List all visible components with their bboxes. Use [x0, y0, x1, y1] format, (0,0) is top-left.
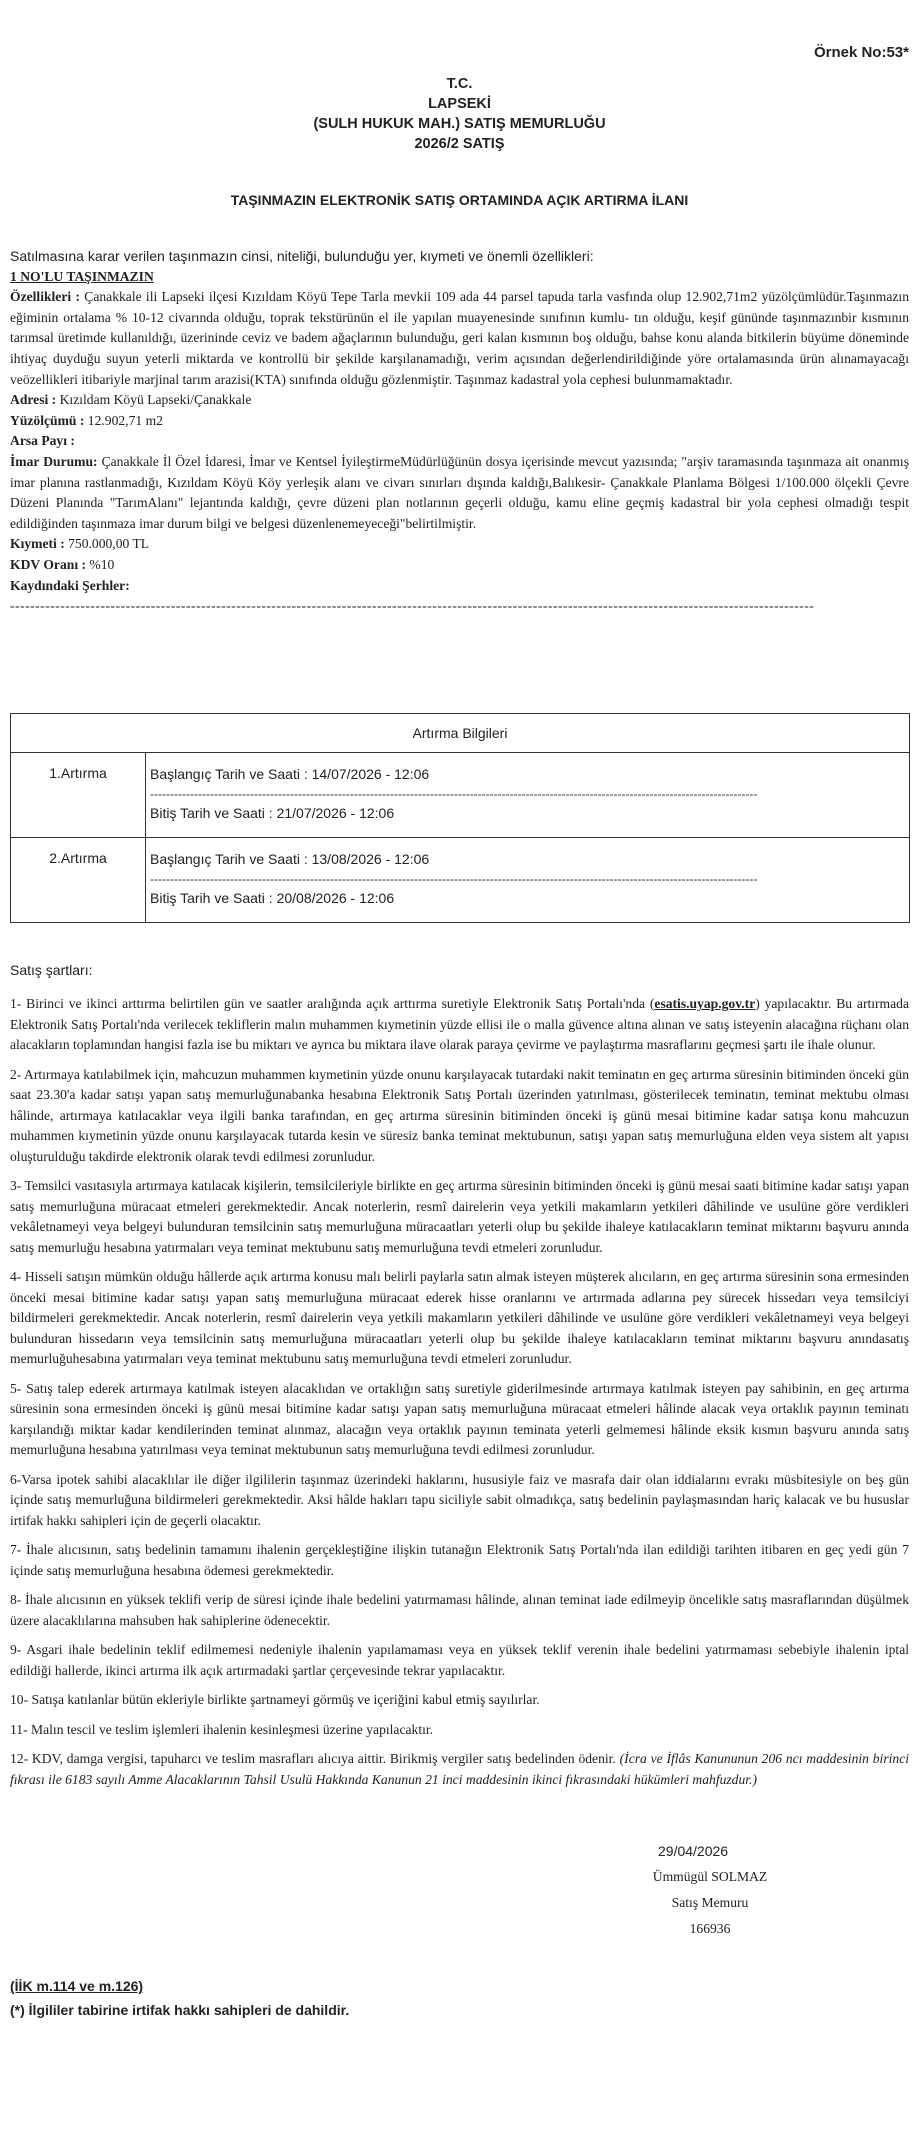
condition-11: 11- Malın tescil ve teslim işlemleri ihalenin kesinleşmesi üzerine yapılacaktır. — [10, 1721, 434, 1737]
property-address — [10, 390, 909, 411]
features-text: Çanakkale ili Lapseki ilçesi Kızıldam Köyü Tepe Tarla mevkii 109 ada 44 parsel tapuda tarla vasfında olup 12.902,71m2 yüzölçümlüdür.Taşınmazın eğiminin ortalama % 10-12 civarında olduğu, toprak tekstürünün el ile yapılan muayenesinde sınıfının kumlu- tın olduğu, keşif gününde taşınmazınbir kısmının tarımsal üretimde kullanıldığı, üzerininde ceviz ve badem ağaçlarının bulunduğu, geri kalan kısmının boş olduğu, bahse konu alanda bitkilerin büyüme döneminde ihtiyaç duyduğu suyun yeterli miktarda ve kontrollü bir şekilde karşılanamadığı, verim açısından değerlendirildiğinde yöre ortalamasında ürün alınamayacağı veözellikleri itibariyle marjinal tarım arazisi(KTA) sınıfında olduğu gözlenmiştir. Taşınmaz kadastral yola cephesi bulunmamaktadır. — [10, 289, 910, 387]
condition-10: 10- Satışa katılanlar bütün ekleriyle birlikte şartnameyi görmüş ve içeriğini kabul etmiş sayılırlar. — [10, 1692, 540, 1707]
share-label: Arsa Payı : — [10, 433, 75, 449]
condition-1 — [10, 994, 909, 1056]
auction-start: Başlangıç Tarih ve Saati : 14/07/2026 - 12:06 — [150, 766, 430, 782]
auction-table — [10, 713, 910, 923]
auction-table-title: Artırma Bilgileri — [11, 714, 910, 753]
signatory-name: Ümmügül SOLMAZ — [652, 1869, 768, 1884]
condition-12 — [10, 1749, 909, 1790]
value-amount: 750.000,00 TL — [64, 536, 150, 552]
condition-4: 4- Hisseli satışın mümkün olduğu hâllerde açık artırma konusu malı belirli paylarla satın almak isteyen müşterek alıcıların, en geç artırma süresinin sona ermesinden önceki mesai bitimine kadar satışı yapan satış memurluğuna müracaat ederek hisse oranlarını ve artırmada adlarına pey sürecek hissedarı veya temsilciyi bildirmeleri gerekmektedir. Ancak noterlerin, resmî dairelerin veya yetkili makamların yetkileri dâhilinde ve usulüne göre verdikleri vekâletnameyi veya belgeyi bulunduran hissedarın veya temsilcinin satış memurluğuna müracaatları yeterli olup bu şekilde ihaleye katılacakların teminat miktarını başvuru anındasatış memurluğuhesabına yatırmaları veya teminat mektubunu satış memurluğuna tevdi etmeleri zorunludur. — [10, 1269, 909, 1366]
header-file-no: 2026/2 SATIŞ — [414, 136, 505, 152]
auction-separator: -------------------------------------------------------------------------------------------------------------------------------------------------------- — [150, 872, 758, 886]
condition-3: 3- Temsilci vasıtasıyla artırmaya katılacak kişilerin, temsilcileriyle birlikte en geç artırma süresinin bitiminden önceki iş günü mesai saati bitimine kadar satışı yapan satış memurluğuna müracaat etmeleri gerekmektedir. Ancak noterlerin, resmî dairelerin veya yetkili makamların yetkileri dâhilinde ve usulüne göre verdikleri vekâletnameyi veya belgeyi bulunduran temsilcinin satış memurluğuna müracaatları yeterli olup bu şekilde ihaleye katılacakların teminat miktarını başvuru anında satış memurluğu hesabına yatırmaları veya teminat mektubunu satış memurluğuna tevdi etmeleri zorunludur. — [10, 1178, 909, 1255]
property-features — [10, 287, 909, 390]
ornek-no: Örnek No:53* — [813, 44, 909, 61]
auction-dates — [146, 753, 910, 838]
signatory-title: Satış Memuru — [671, 1895, 749, 1910]
document-header — [10, 74, 909, 154]
property-share — [10, 431, 909, 452]
value-label: Kıymeti : — [10, 536, 65, 552]
area-value: 12.902,71 m2 — [84, 412, 163, 428]
condition-9: 9- Asgari ihale bedelinin teklif edilmemesi nedeniyle ihalenin yapılamaması veya en yüksek teklif verenin ihale bedelini yatırmaması sebebiyle ihalenin iptal edildiği hallerde, ikinci artırma ilk açık artırmadaki şartlar çerçevesinde tekrar yapılacaktır. — [10, 1642, 909, 1678]
condition-12-legal-note: (İcra ve İflâs Kanununun 206 ncı maddesinin birinci fıkrası ile 6183 sayılı Amme Alacaklarının Tahsil Usulü Hakkında Kanunun 21 inci maddesinin ikinci fıkrasındaki hükümleri mahfuzdur.) — [10, 1751, 909, 1787]
property-zoning — [10, 452, 909, 534]
condition-6: 6-Varsa ipotek sahibi alacaklılar ile diğer ilgililerin taşınmaz üzerindeki haklarını, hususiyle faiz ve masrafa dair olan iddialarını evrakı müsbitesiyle on beş gün içinde satış memurluğuna bildirmeleri gerekmektedir. Aksi hâlde hakları tapu siciliyle sabit olmadıkça, satış bedelinin paylaşmasından hariç kalacak ve bu hususlar irtifak hakkı sahipleri için de geçerli olacaktır. — [10, 1471, 909, 1528]
footer — [10, 1974, 349, 2022]
signature-date: 29/04/2026 — [658, 1843, 729, 1859]
annotations-label: Kaydındaki Şerhler: — [10, 577, 130, 593]
property-area — [10, 411, 909, 432]
announcement-title: TAŞINMAZIN ELEKTRONİK SATIŞ ORTAMINDA AÇIK ARTIRMA İLANI — [230, 192, 689, 208]
zoning-text: Çanakkale İl Özel İdaresi, İmar ve Kentsel İyileştirmeMüdürlüğünün dosya içerisinde mevcut yazısında; "arşiv taramasında taşınmaza ait onanmış imar planına rastlanmadığı, Kızıldam Köyü Köy yerleşik alanı ve civarı sınırları dışında kaldığı,Balıkesir- Çanakkale Planlama Bölgesi 1/100.000 ölçekli Çevre Düzeni Planında "TarımAlanı" lejantında kaldığı, çevre düzeni plan notlarının geçerli olduğu, kamu eline geçmiş kadastral bir yola cephesi olmadığı tespit edildiğinden taşınmaza imar durum bilgi ve belgesi düzenlenemeyeceği"belirtilmiştir. — [10, 453, 909, 531]
condition-12-text: 12- KDV, damga vergisi, tapuharcı ve teslim masrafları alıcıya aittir. Birikmiş vergiler satış bedelinden ödenir. — [10, 1751, 620, 1766]
area-label: Yüzölçümü : — [10, 412, 85, 428]
auction-row — [11, 753, 910, 838]
header-office: (SULH HUKUK MAH.) SATIŞ MEMURLUĞU — [313, 116, 606, 132]
property-vat — [10, 555, 909, 576]
features-label: Özellikleri : — [10, 289, 80, 305]
property-section — [10, 246, 909, 617]
condition-1-text-end: ) yapılacaktır. Bu artırmada Elektronik Satış Portalı'nda verilecek tekliflerin malın muhammen kıymetinin yüzde ellisi ile o malla güvence altına alınan ve satış isteyenin alacağına rüçhanı olan alacakların toplamından hangisi fazla ise bu miktarı ve ayrıca bu miktara ilave olarak paraya çevirme ve paylaştırma masraflarını geçmesi şartı ile ihale olunur. — [10, 996, 909, 1052]
property-value — [10, 534, 909, 555]
sale-conditions-title: Satış şartları: — [10, 962, 93, 978]
footnote: (*) İlgililer tabirine irtifak hakkı sahipleri de dahildir. — [10, 2002, 350, 2018]
esatis-link[interactable]: esatis.uyap.gov.tr — [654, 996, 756, 1011]
signature-block — [570, 1838, 850, 1942]
header-tc: T.C. — [446, 76, 473, 92]
condition-7: 7- İhale alıcısının, satış bedelinin tamamını ihalenin gerçekleştiğine ilişkin tutanağın Elektronik Satış Portalı'nda ilan edildiği tarihten itibaren en geç yedi gün 7 içinde satış memurluğuna hesabına ödemesi gerekmektedir. — [10, 1542, 909, 1578]
auction-end: Bitiş Tarih ve Saati : 20/08/2026 - 12:06 — [150, 890, 395, 906]
condition-1-text: 1- Birinci ve ikinci arttırma belirtilen gün ve saatler aralığında açık arttırma suretiyle Elektronik Satış Portalı'nda ( — [10, 996, 655, 1011]
condition-5: 5- Satış talep ederek artırmaya katılmak isteyen alacaklıdan ve ortaklığın satış suretiyle giderilmesinde artırmaya katılmak isteyen pay sahibinin, en geç artırma süresinin sona ermesinden önceki iş günü mesai bitimine kadar satışı yapan satış memurluğuna müracaat etmeleri hâlinde alacak veya ortaklık payının teminatı karşılandığı miktar kadar kendilerinden teminat alınmaz, alacağın veya ortaklık payının teminata yeterli gelmemesi hâlinde eksik kısmın başvuru anında satış memurluğuna hesabına yatırılması veya teminat mektubunun satış memurluğuna tevdi edilmesi zorunludur. — [10, 1380, 909, 1457]
dash-divider: ---------------------------------------------------------------------------------------------------------------------------------------------------------------- — [10, 598, 815, 614]
auction-row — [11, 838, 910, 923]
vat-label: KDV Oranı : — [10, 556, 87, 572]
auction-separator: -------------------------------------------------------------------------------------------------------------------------------------------------------- — [150, 787, 758, 801]
auction-dates — [146, 838, 910, 923]
condition-8: 8- İhale alıcısının en yüksek teklifi verip de süresi içinde ihale bedelini yatırmaması hâlinde, alınan teminat iade edilmeyip öncelikle satış masraflarından düşülmek üzere alacaklılarına mahsuben hak sahiplerine ödenecektir. — [10, 1592, 909, 1628]
header-court: LAPSEKİ — [428, 96, 491, 112]
auction-end: Bitiş Tarih ve Saati : 21/07/2026 - 12:06 — [150, 805, 395, 821]
property-annotations — [10, 576, 909, 597]
property-intro: Satılmasına karar verilen taşınmazın cinsi, niteliği, bulunduğu yer, kıymeti ve önemli özellikleri: — [10, 248, 594, 264]
vat-rate: %10 — [86, 556, 115, 572]
zoning-label: İmar Durumu: — [10, 453, 98, 469]
auction-label: 2.Artırma — [11, 838, 146, 923]
property-heading: 1 NO'LU TAŞINMAZIN — [10, 268, 154, 284]
address-label: Adresi : — [10, 392, 57, 408]
condition-2: 2- Artırmaya katılabilmek için, mahcuzun muhammen kıymetinin yüzde onunu karşılayacak tutardaki nakit teminatın en geç artırma süresinin bitiminden önceki gün saat 23.30'a kadar satışı yapan satış memurluğunabanka hesabına Elektronik Satış Portalı üzerinden yatırılması, gösterilecek teminatın, teminat mektubu olması hâlinde, artırmaya katılacaklar veya ilgili banka tarafından, en geç artırma süresinin bitiminden önceki iş günü mesai bitimine kadar satışa konu mahcuzun muhammen kıymetinin yüzde onunu karşılayacak tutarda kesin ve süresiz banka teminat mektubunun, satışı yapan satış memurluğuna elden veya sistem alt yapısı oluşturulduğu takdirde elektronik olarak tevdi edilmesi zorunludur. — [10, 1066, 909, 1164]
auction-label: 1.Artırma — [11, 753, 146, 838]
sale-conditions — [10, 994, 909, 1799]
signatory-id: 166936 — [689, 1921, 731, 1936]
legal-reference: (İİK m.114 ve m.126) — [10, 1978, 144, 1994]
address-value: Kızıldam Köyü Lapseki/Çanakkale — [56, 392, 252, 408]
auction-start: Başlangıç Tarih ve Saati : 13/08/2026 - 12:06 — [150, 851, 430, 867]
